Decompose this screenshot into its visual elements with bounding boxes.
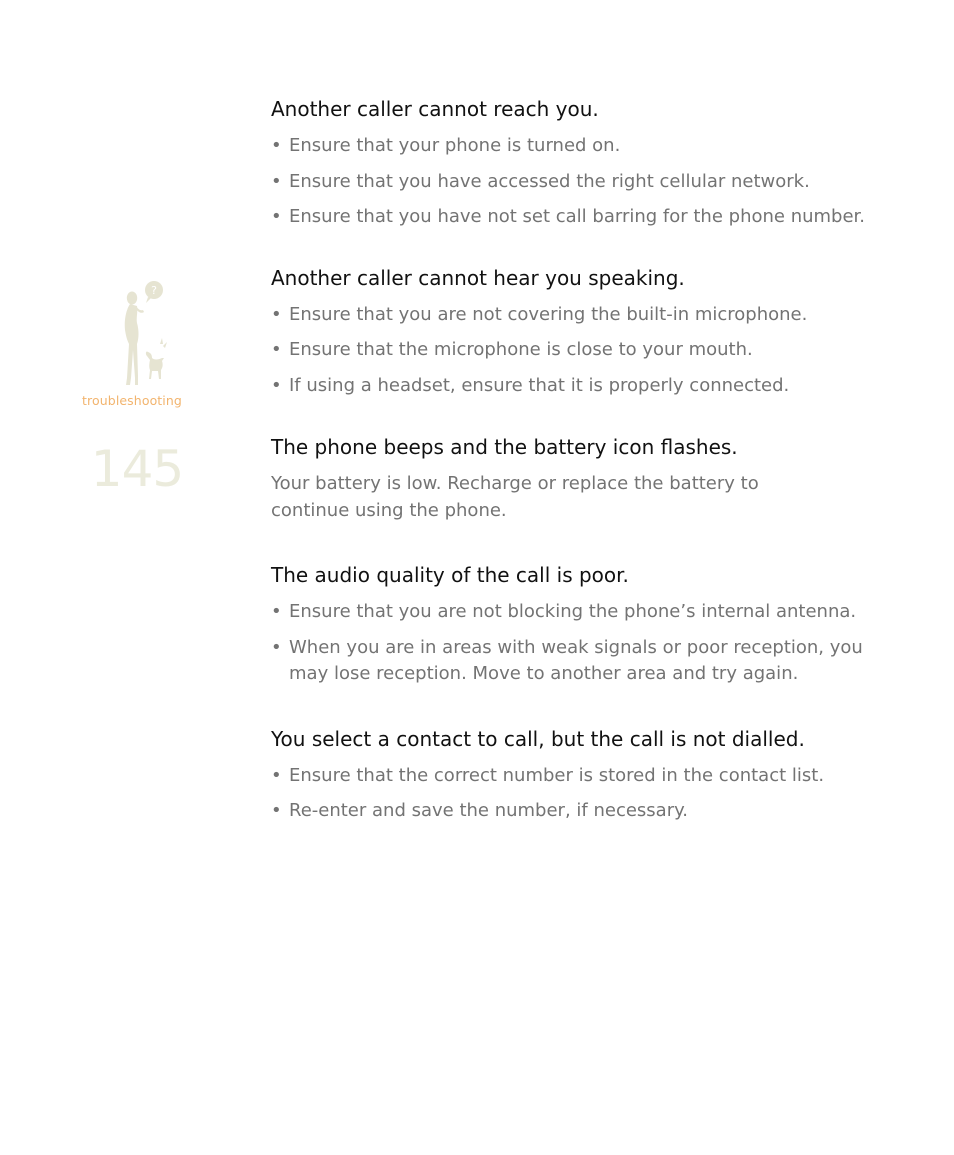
list-item: [271, 204, 871, 231]
bullet-list: [271, 133, 871, 231]
list-item-text: If using a headset, ensure that it is properly connected.: [289, 374, 790, 396]
section-paragraph: Your battery is low. Recharge or replace the battery to continue using the phone.: [271, 473, 759, 521]
list-item-text: When you are in areas with weak signals or poor reception, you may lose reception. Move to another area and try again.: [289, 636, 863, 684]
main-content: [271, 94, 871, 857]
list-item: [271, 133, 871, 160]
bullet-list: [271, 763, 871, 825]
bullet-icon: •: [271, 374, 282, 396]
list-item-text: Ensure that the microphone is close to your mouth.: [289, 339, 753, 360]
list-item: [271, 635, 871, 688]
woman-with-dog-question-icon: [118, 278, 172, 388]
list-item: [271, 169, 871, 196]
section-heading: You select a contact to call, but the call is not dialled.: [271, 726, 805, 751]
list-item: [271, 337, 871, 364]
bullet-icon: •: [271, 303, 282, 325]
section-heading: The phone beeps and the battery icon flashes.: [271, 435, 738, 459]
section-caller-cannot-hear: [271, 263, 871, 400]
list-item-text: Ensure that you are not blocking the phone’s internal antenna.: [289, 601, 857, 622]
section-heading: Another caller cannot hear you speaking.: [271, 265, 685, 290]
list-item-text: Ensure that the correct number is stored in the contact list.: [289, 764, 825, 786]
list-item-text: Ensure that you are not covering the built-in microphone.: [289, 303, 808, 325]
list-item: [271, 302, 871, 329]
list-item: [271, 599, 871, 626]
list-item: [271, 763, 871, 790]
bullet-icon: •: [271, 170, 282, 192]
bullet-icon: •: [271, 339, 282, 360]
svg-text:?: ?: [151, 284, 157, 297]
list-item-text: Re-enter and save the number, if necessary.: [289, 800, 688, 821]
list-item-text: Ensure that you have not set call barring for the phone number.: [289, 206, 866, 227]
bullet-icon: •: [271, 206, 282, 227]
bullet-list: [271, 599, 871, 688]
section-heading: The audio quality of the call is poor.: [271, 563, 629, 587]
section-contact-not-dialled: [271, 724, 871, 825]
bullet-icon: •: [271, 800, 282, 821]
bullet-list: [271, 302, 871, 400]
bullet-icon: •: [271, 601, 282, 622]
page-number: 145: [90, 440, 184, 498]
section-label: troubleshooting: [82, 393, 182, 408]
section-heading: Another caller cannot reach you.: [271, 97, 599, 121]
list-item: [271, 373, 871, 400]
bullet-icon: •: [271, 636, 282, 658]
list-item-text: Ensure that your phone is turned on.: [289, 135, 621, 156]
list-item: [271, 798, 871, 825]
list-item-text: Ensure that you have accessed the right cellular network.: [289, 170, 810, 192]
section-battery-flashes: [271, 432, 871, 524]
bullet-icon: •: [271, 764, 282, 786]
bullet-icon: •: [271, 135, 282, 156]
section-audio-quality: [271, 560, 871, 688]
section-caller-cannot-reach: [271, 94, 871, 231]
